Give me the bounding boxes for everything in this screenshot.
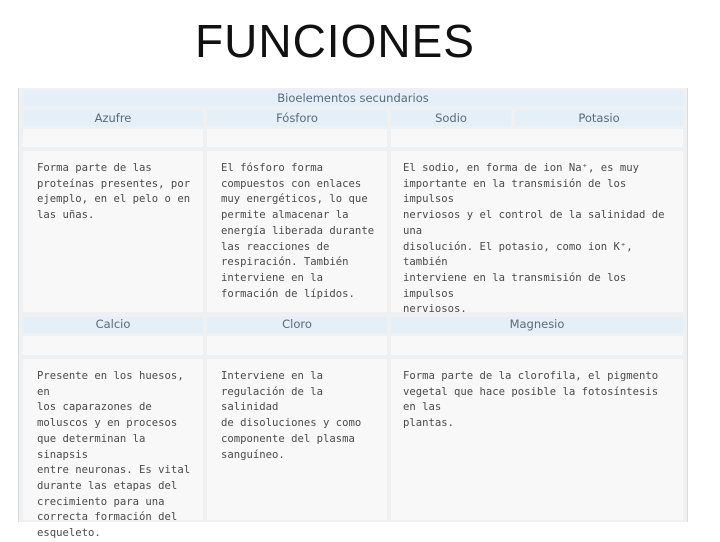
text-sodio-potasio: El sodio, en forma de ion Na⁺, es muy importante en la transmisión de los impulsos nerviosos y el control de la salinidad de una disolución. El potasio, como ion K⁺, también interviene en la transmisión de los impulsos nerviosos. — [391, 151, 683, 312]
text-calcio: Presente en los huesos, en los caparazones de moluscos y en procesos que determinan la sinapsis entre neuronas. Es vital durante las etapas del crecimiento para una correcta formación del esqueleto. — [23, 359, 203, 520]
header-azufre: Azufre — [23, 110, 203, 126]
header-cloro: Cloro — [207, 317, 387, 333]
spacer-row — [391, 336, 683, 355]
text-cloro: Interviene en la regulación de la salinidad de disoluciones y como componente del plasma sanguíneo. — [207, 359, 387, 520]
header-potasio: Potasio — [515, 110, 683, 126]
spacer-row — [23, 336, 203, 355]
spacer-row — [207, 129, 387, 147]
text-fosforo: El fósforo forma compuestos con enlaces muy energéticos, lo que permite almacenar la energía liberada durante las reacciones de respiración. También interviene en la formación de lípidos. — [207, 151, 387, 312]
bioelements-table — [18, 88, 688, 540]
spacer-row — [207, 336, 387, 355]
slide-title: FUNCIONES — [195, 15, 475, 67]
header-fosforo: Fósforo — [207, 110, 387, 126]
header-calcio: Calcio — [23, 317, 203, 333]
text-magnesio: Forma parte de la clorofila, el pigmento vegetal que hace posible la fotosíntesis en las plantas. — [391, 359, 683, 520]
table-caption: Bioelementos secundarios — [23, 90, 683, 106]
spacer-row — [23, 129, 203, 147]
header-sodio: Sodio — [391, 110, 511, 126]
spacer-row — [391, 129, 683, 147]
header-magnesio: Magnesio — [391, 317, 683, 333]
text-azufre: Forma parte de las proteínas presentes, por ejemplo, en el pelo o en las uñas. — [23, 151, 203, 312]
